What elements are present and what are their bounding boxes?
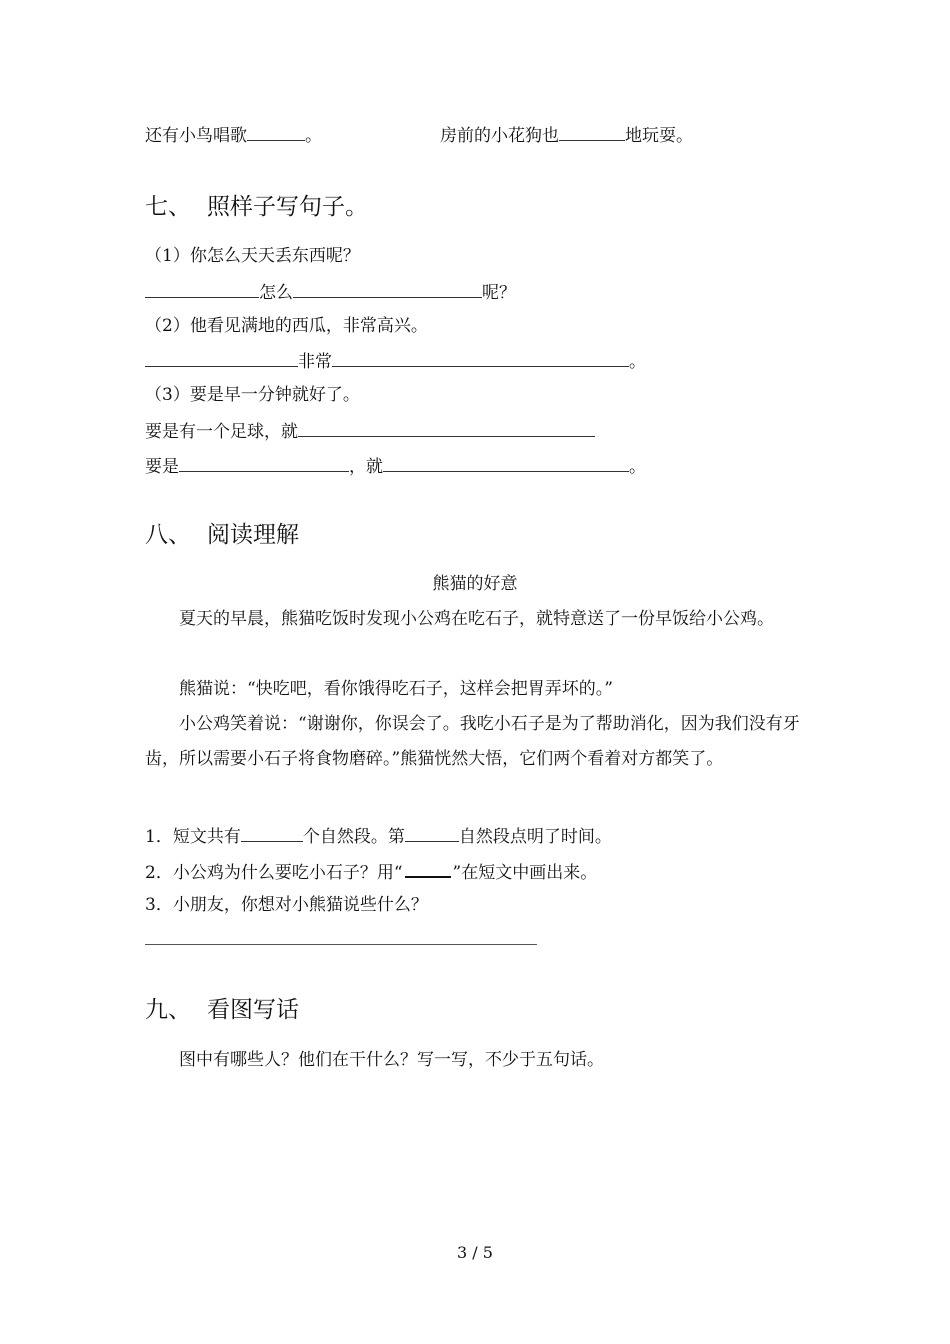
s7-q3: （3）要是早一分钟就好了。 [145, 385, 360, 405]
blank[interactable] [179, 453, 349, 472]
s7-q1: （1）你怎么天天丢东西呢？ [145, 246, 360, 266]
fill-line-bird: 还有小鸟唱歌 。 [145, 122, 322, 148]
underline-mark [405, 858, 451, 878]
s7-q1-answer: 怎么 呢？ [145, 279, 516, 305]
s7-q2: （2）他看见满地的西瓜，非常高兴。 [145, 316, 428, 336]
blank[interactable] [145, 348, 298, 367]
blank[interactable] [241, 823, 303, 842]
s7-q3-answer-b: 要是 ，就 。 [145, 453, 646, 479]
s9-prompt: 图中有哪些人？他们在干什么？写一写，不少于五句话。 [179, 1050, 604, 1070]
page-number: 3 / 5 [457, 1243, 493, 1262]
section-8-heading: 八、 阅读理解 [145, 522, 299, 548]
blank[interactable] [247, 122, 305, 141]
fill-line-dog: 房前的小花狗也 地玩耍。 [440, 122, 693, 148]
blank[interactable] [145, 279, 259, 298]
s7-q2-answer: 非常 。 [145, 348, 646, 374]
blank[interactable] [383, 453, 629, 472]
blank[interactable] [298, 418, 595, 437]
s8-q1: 1．短文共有 个自然段。第 自然段点明了时间。 [145, 823, 612, 849]
blank[interactable] [405, 823, 459, 842]
answer-line[interactable] [145, 944, 537, 945]
blank[interactable] [559, 122, 625, 141]
story-title: 熊猫的好意 [432, 574, 518, 594]
blank[interactable] [332, 348, 629, 367]
s7-q3-answer-a: 要是有一个足球，就 [145, 418, 595, 444]
story-paragraph-3: 小公鸡笑着说：“谢谢你，你误会了。我吃小石子是为了帮助消化，因为我们没有牙齿，所以需要小石子将食物磨碎。”熊猫恍然大悟，它们两个看着对方都笑了。 [145, 714, 800, 769]
s8-q3: 3．小朋友，你想对小熊猫说些什么？ [145, 895, 428, 915]
blank[interactable] [293, 279, 482, 298]
section-7-heading: 七、 照样子写句子。 [145, 194, 368, 220]
story-paragraph-1: 夏天的早晨，熊猫吃饭时发现小公鸡在吃石子，就特意送了一份早饭给小公鸡。 [179, 609, 774, 629]
story-paragraph-2: 熊猫说：“快吃吧，看你饿得吃石子，这样会把胃弄坏的。” [179, 679, 613, 699]
s8-q2: 2．小公鸡为什么要吃小石子？用“ ”在短文中画出来。 [145, 858, 597, 885]
section-9-heading: 九、 看图写话 [145, 997, 299, 1023]
